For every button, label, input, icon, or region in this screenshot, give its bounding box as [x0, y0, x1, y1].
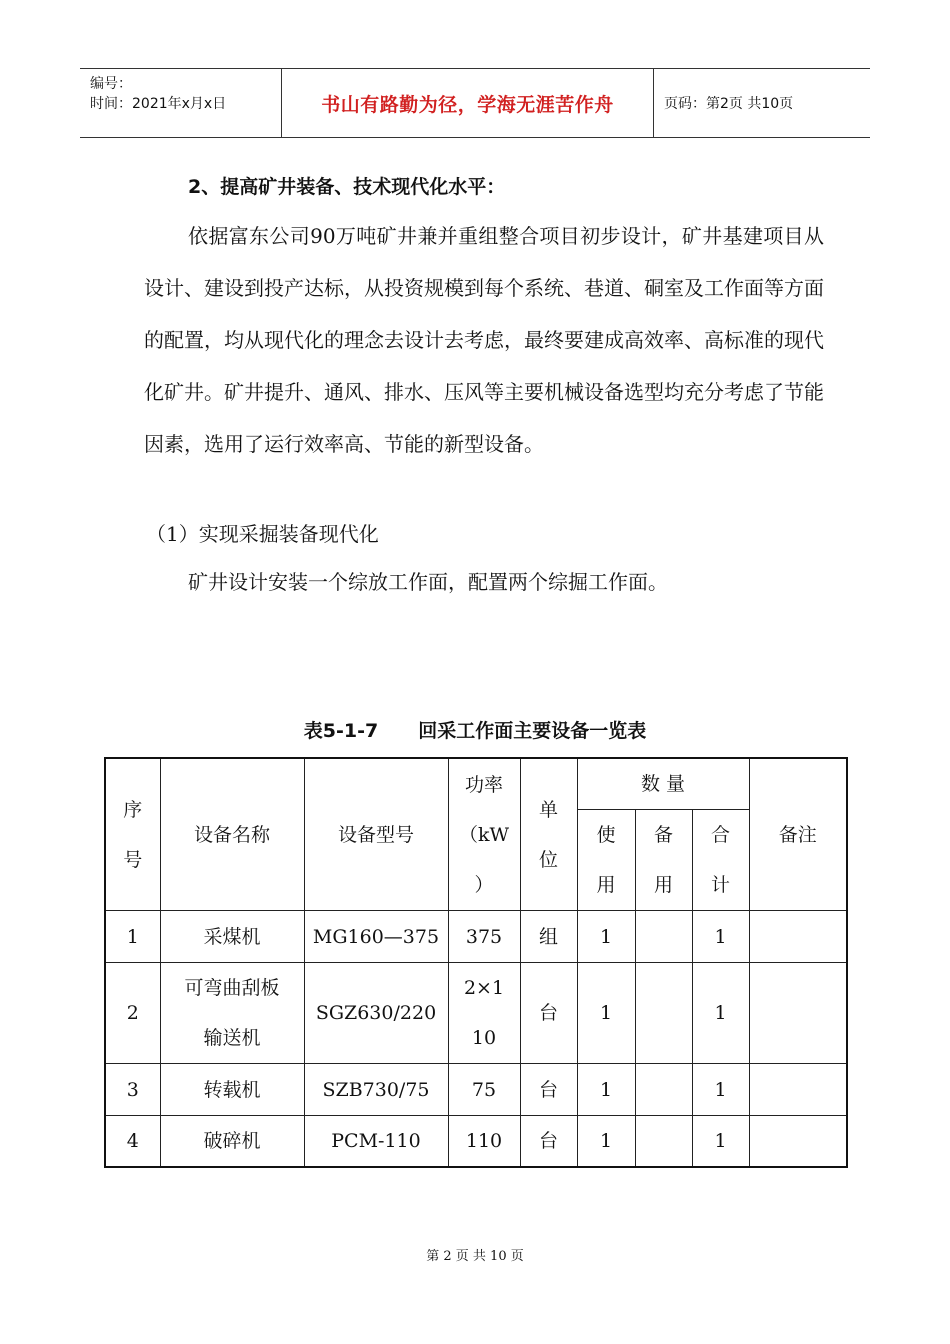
header-model: 设备型号	[304, 758, 448, 911]
header-seq: 序 号	[105, 758, 160, 911]
cell-total: 1	[692, 963, 749, 1064]
header-use: 使 用	[577, 810, 635, 911]
cell-model: MG160—375	[304, 911, 448, 963]
page-info: 页码：第2页 共10页	[664, 96, 794, 112]
cell-total: 1	[692, 1116, 749, 1168]
cell-power: 110	[448, 1116, 520, 1168]
footer-page-number: 第 2 页 共 10 页	[426, 1249, 524, 1264]
cell-unit: 台	[520, 1064, 577, 1116]
cell-model: SZB730/75	[304, 1064, 448, 1116]
header-meta-cell	[80, 69, 282, 137]
table-row	[105, 1116, 847, 1168]
cell-use: 1	[577, 911, 635, 963]
cell-name: 破碎机	[160, 1116, 304, 1168]
cell-unit: 组	[520, 911, 577, 963]
table-row	[105, 1064, 847, 1116]
cell-name: 可弯曲刮板 输送机	[160, 963, 304, 1064]
header-name: 设备名称	[160, 758, 304, 911]
cell-spare	[635, 1064, 692, 1116]
cell-spare	[635, 911, 692, 963]
header-page-cell	[654, 69, 870, 137]
cell-unit: 台	[520, 1116, 577, 1168]
section-heading: 2、提高矿井装备、技术现代化水平：	[188, 176, 506, 198]
motto-text: 书山有路勤为径，学海无涯苦作舟	[321, 93, 614, 116]
cell-unit: 台	[520, 963, 577, 1064]
cell-name: 转载机	[160, 1064, 304, 1116]
cell-total: 1	[692, 911, 749, 963]
time-label: 时间：2021年x月x日	[90, 96, 227, 112]
table-caption	[0, 716, 950, 743]
cell-name: 采煤机	[160, 911, 304, 963]
cell-power: 75	[448, 1064, 520, 1116]
equipment-table	[104, 757, 848, 1168]
header-motto-cell	[282, 69, 654, 137]
cell-spare	[635, 1116, 692, 1168]
cell-use: 1	[577, 1064, 635, 1116]
page-footer	[0, 1245, 950, 1264]
cell-remark	[749, 1064, 847, 1116]
header-quantity: 数 量	[577, 758, 749, 810]
section-paragraph: 依据富东公司90万吨矿井兼并重组整合项目初步设计，矿井基建项目从设计、建设到投产达标，从投资规模到每个系统、巷道、硐室及工作面等方面的配置，均从现代化的理念去设计去考虑，最终要建成高效率、高标准的现代化矿井。矿井提升、通风、排水、压风等主要机械设备选型均充分考虑了节能因素，选用了运行效率高、节能的新型设备。	[144, 224, 824, 456]
cell-model: PCM-110	[304, 1116, 448, 1168]
cell-power: 375	[448, 911, 520, 963]
table-row	[105, 963, 847, 1064]
cell-remark	[749, 911, 847, 963]
cell-use: 1	[577, 1116, 635, 1168]
cell-model: SGZ630/220	[304, 963, 448, 1064]
cell-power: 2×1 10	[448, 963, 520, 1064]
header-power: 功率 （kW ）	[448, 758, 520, 911]
section-paragraph-2: 矿井设计安装一个综放工作面，配置两个综掘工作面。	[188, 570, 668, 594]
cell-spare	[635, 963, 692, 1064]
code-label: 编号：	[90, 76, 132, 92]
caption-number: 表5-1-7	[303, 720, 379, 742]
header-remark: 备注	[749, 758, 847, 911]
cell-remark	[749, 1116, 847, 1168]
table-row	[105, 911, 847, 963]
caption-title: 回采工作面主要设备一览表	[418, 720, 647, 742]
cell-seq: 3	[105, 1064, 160, 1116]
header-unit: 单 位	[520, 758, 577, 911]
cell-seq: 1	[105, 911, 160, 963]
cell-remark	[749, 963, 847, 1064]
subheading: （1）实现采掘装备现代化	[146, 522, 379, 546]
header-spare: 备 用	[635, 810, 692, 911]
cell-seq: 4	[105, 1116, 160, 1168]
page-header	[80, 68, 870, 138]
cell-use: 1	[577, 963, 635, 1064]
cell-seq: 2	[105, 963, 160, 1064]
header-total: 合 计	[692, 810, 749, 911]
cell-total: 1	[692, 1064, 749, 1116]
